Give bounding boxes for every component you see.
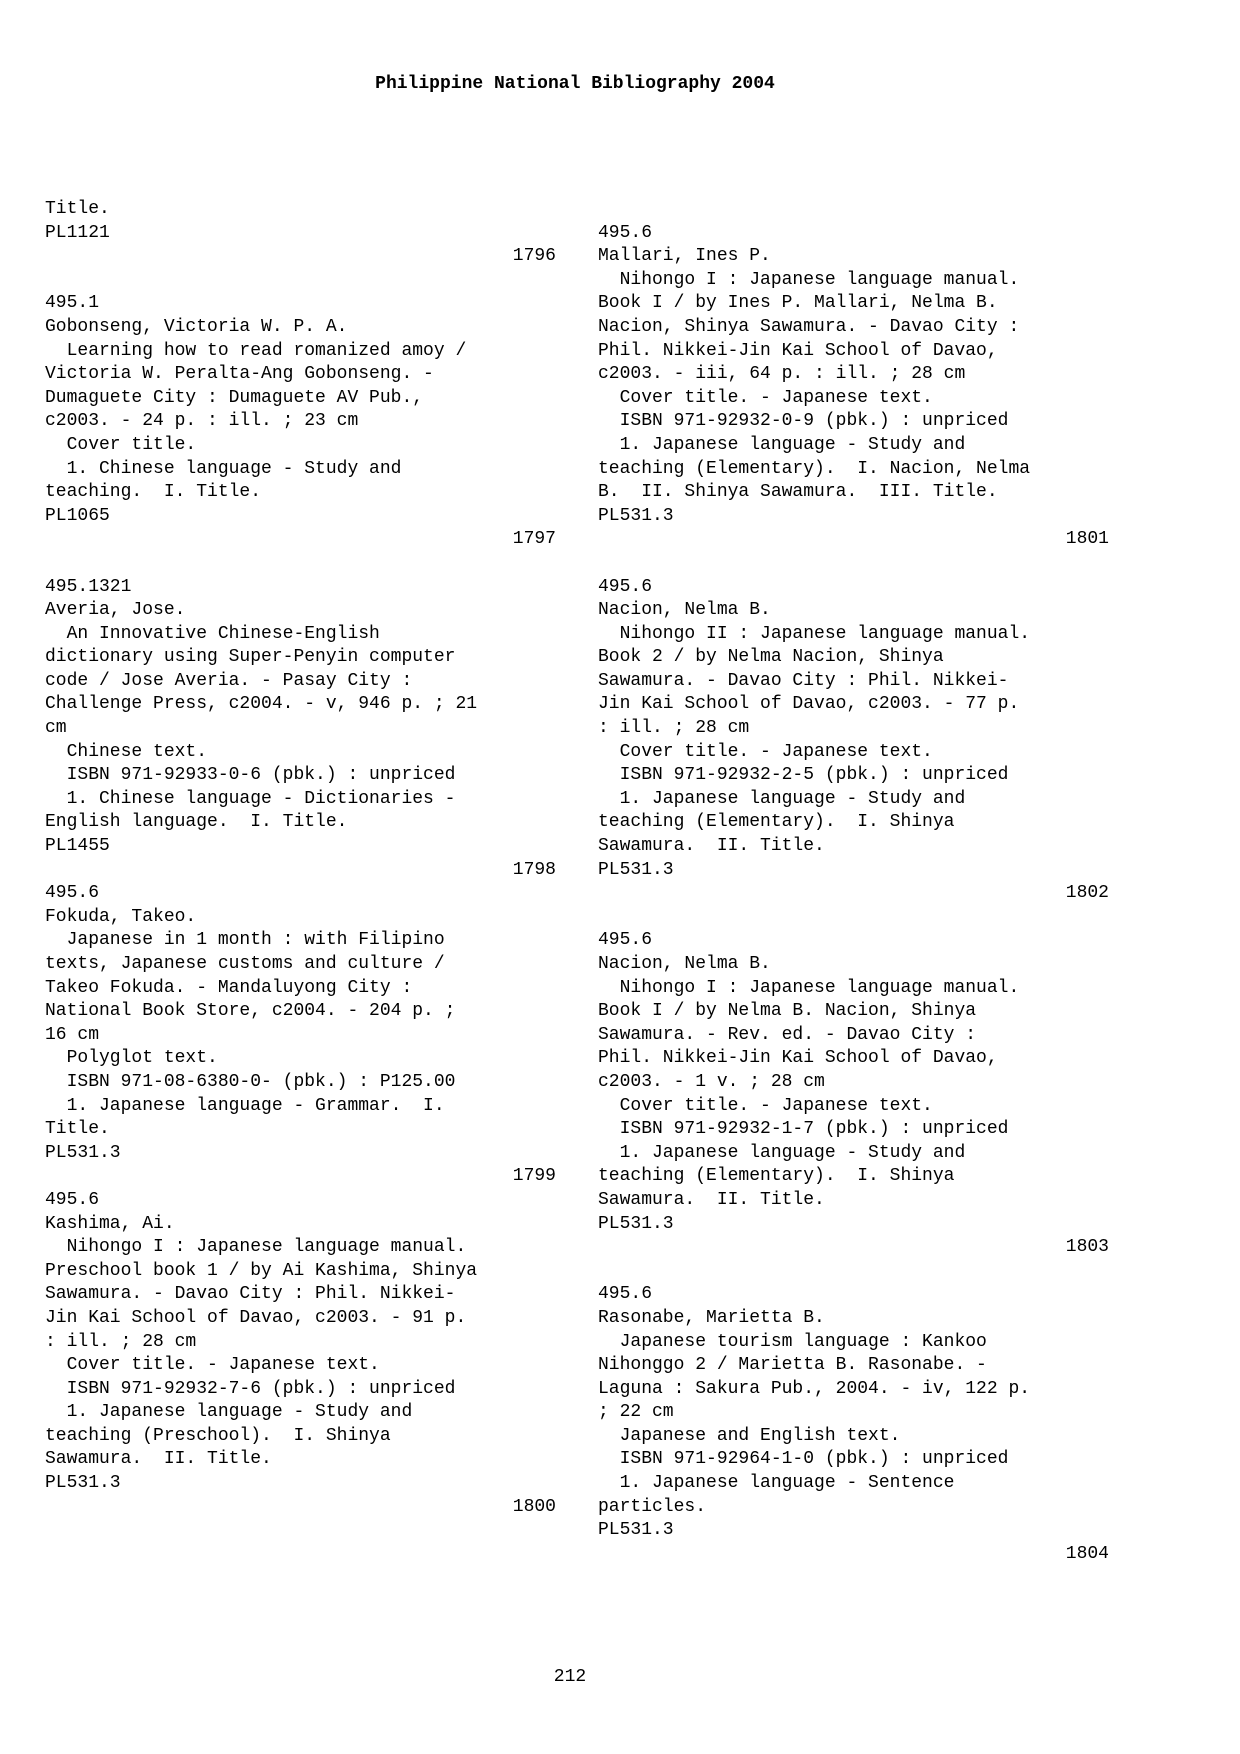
entry-line: PL531.3	[598, 859, 674, 880]
entry-number: 1801	[1065, 529, 1109, 550]
entry-line: Sawamura. II. Title.	[45, 1449, 272, 1470]
entry-line: Cover title. - Japanese text.	[598, 387, 933, 408]
entry-line: 495.6	[45, 1189, 100, 1210]
entry-line: National Book Store, c2004. - 204 p. ;	[45, 1001, 456, 1022]
entry-line: 1. Japanese language - Study and	[598, 1142, 966, 1163]
entry-number: 1803	[1065, 1237, 1109, 1258]
entry-line: ISBN 971-92964-1-0 (pbk.) : unpriced	[598, 1449, 1009, 1470]
right-column	[598, 198, 1118, 1566]
entry-number: 1800	[512, 1496, 556, 1517]
entry-line	[598, 1260, 1118, 1284]
entry-line: 1. Japanese language - Study and	[45, 1402, 413, 1423]
entry-line: Phil. Nikkei-Jin Kai School of Davao,	[598, 340, 998, 361]
entry-line: B. II. Shinya Sawamura. III. Title.	[598, 482, 998, 503]
entry-line: Nihonggo 2 / Marietta B. Rasonabe. -	[598, 1355, 987, 1376]
entry-line: Cover title. - Japanese text.	[45, 1355, 380, 1376]
entry-line: Dumaguete City : Dumaguete AV Pub.,	[45, 387, 424, 408]
entry-line: c2003. - 24 p. : ill. ; 23 cm	[45, 411, 359, 432]
page-title: Philippine National Bibliography 2004	[375, 74, 775, 94]
entry-line: Japanese tourism language : Kankoo	[598, 1331, 987, 1352]
entry-line: Nihongo I : Japanese language manual.	[45, 1237, 467, 1258]
entry-line: Nacion, Nelma B.	[598, 954, 771, 974]
entry-line: 1. Chinese language - Dictionaries -	[45, 788, 456, 809]
entry-line: Japanese and English text.	[598, 1425, 901, 1446]
entry-line: teaching. I. Title.	[45, 482, 262, 503]
entry-line: texts, Japanese customs and culture /	[45, 954, 445, 974]
entry-number: 1797	[512, 529, 556, 550]
entry-line: 16 cm	[45, 1024, 100, 1045]
entry-line: 1. Japanese language - Grammar. I.	[45, 1095, 445, 1116]
entry-line: Learning how to read romanized amoy /	[45, 340, 467, 361]
entry-line: 495.6	[598, 576, 653, 597]
entry-line: 495.6	[45, 883, 100, 904]
entry-number: 1798	[512, 859, 556, 880]
entry-line: Nacion, Shinya Sawamura. - Davao City :	[598, 316, 1020, 337]
entry-line: Challenge Press, c2004. - v, 946 p. ; 21	[45, 694, 478, 715]
entry-number: 1802	[1065, 883, 1109, 904]
entry-line: Nihongo I : Japanese language manual.	[598, 977, 1020, 998]
entry-line: Cover title. - Japanese text.	[598, 1095, 933, 1116]
entry-line: 495.6	[598, 930, 653, 951]
entry-line: Polyglot text.	[45, 1048, 218, 1069]
entry-line: Gobonseng, Victoria W. P. A.	[45, 316, 348, 337]
entry-line: c2003. - 1 v. ; 28 cm	[598, 1071, 825, 1092]
entry-line: : ill. ; 28 cm	[45, 1331, 197, 1352]
entry-line: dictionary using Super-Penyin computer	[45, 647, 456, 668]
entry-line: PL531.3	[45, 1473, 121, 1494]
entry-line: Sawamura. II. Title.	[598, 1189, 825, 1210]
entry-line: 1. Chinese language - Study and	[45, 458, 402, 479]
page-number: 212	[553, 1667, 587, 1687]
entry-line: 1. Japanese language - Study and	[598, 788, 966, 809]
entry-line: cm	[45, 718, 67, 739]
entry-line: PL531.3	[598, 1213, 674, 1234]
entry-line: Averia, Jose.	[45, 600, 186, 621]
entry-line: Japanese in 1 month : with Filipino	[45, 930, 445, 951]
entry-line: ISBN 971-92932-7-6 (pbk.) : unpriced	[45, 1378, 456, 1399]
entry-line: teaching (Elementary). I. Nacion, Nelma	[598, 458, 1031, 479]
entry-line: Nihongo I : Japanese language manual.	[598, 269, 1020, 290]
entry-line: code / Jose Averia. - Pasay City :	[45, 670, 413, 691]
entry-line: Jin Kai School of Davao, c2003. - 77 p.	[598, 694, 1020, 715]
entry-line: teaching (Elementary). I. Shinya	[598, 812, 955, 833]
entry-line: ISBN 971-92932-2-5 (pbk.) : unpriced	[598, 765, 1009, 786]
entry-line: Sawamura. - Rev. ed. - Davao City :	[598, 1024, 977, 1045]
entry-line: particles.	[598, 1496, 707, 1517]
entry-line: ISBN 971-92932-0-9 (pbk.) : unpriced	[598, 411, 1009, 432]
entry-line: Victoria W. Peralta-Ang Gobonseng. -	[45, 364, 434, 385]
entry-line: Laguna : Sakura Pub., 2004. - iv, 122 p.	[598, 1378, 1031, 1399]
entry-line: : ill. ; 28 cm	[598, 718, 750, 739]
entry-line: 495.1321	[45, 576, 132, 597]
entry-line: 1. Japanese language - Sentence	[598, 1473, 955, 1494]
entry-line: c2003. - iii, 64 p. : ill. ; 28 cm	[598, 364, 966, 385]
entry-line: 495.1	[45, 293, 100, 314]
entry-line: teaching (Preschool). I. Shinya	[45, 1425, 391, 1446]
entry-line: An Innovative Chinese-English	[45, 623, 380, 644]
entry-line	[598, 906, 1118, 930]
entry-line	[598, 198, 1118, 222]
entry-line: PL531.3	[598, 505, 674, 526]
entry-line: Preschool book 1 / by Ai Kashima, Shinya	[45, 1260, 478, 1281]
entry-line: Sawamura. II. Title.	[598, 836, 825, 857]
entry-line: English language. I. Title.	[45, 812, 348, 833]
entry-line: Book 2 / by Nelma Nacion, Shinya	[598, 647, 944, 668]
entry-line	[45, 552, 565, 576]
entry-line: ; 22 cm	[598, 1402, 674, 1423]
entry-line: 495.6	[598, 222, 653, 243]
entry-line: Kashima, Ai.	[45, 1213, 175, 1234]
entry-line: Fokuda, Takeo.	[45, 906, 197, 927]
entry-line: Title.	[45, 199, 110, 219]
entry-line: Rasonabe, Marietta B.	[598, 1307, 825, 1328]
entry-number: 1796	[512, 246, 556, 267]
entry-line: PL531.3	[45, 1142, 121, 1163]
entry-line: PL1121	[45, 222, 110, 243]
entry-line: Sawamura. - Davao City : Phil. Nikkei-	[598, 670, 1009, 691]
entry-line: Phil. Nikkei-Jin Kai School of Davao,	[598, 1048, 998, 1069]
entry-line: Mallari, Ines P.	[598, 246, 771, 267]
entry-line: Book I / by Ines P. Mallari, Nelma B.	[598, 293, 998, 314]
entry-line: PL1065	[45, 505, 110, 526]
entry-line	[45, 269, 565, 293]
entry-line: ISBN 971-92933-0-6 (pbk.) : unpriced	[45, 765, 456, 786]
entry-line: 1. Japanese language - Study and	[598, 434, 966, 455]
entry-line: Book I / by Nelma B. Nacion, Shinya	[598, 1001, 977, 1022]
left-column	[45, 198, 565, 1519]
entry-line: PL531.3	[598, 1520, 674, 1541]
entry-line: Takeo Fokuda. - Mandaluyong City :	[45, 977, 413, 998]
entry-line: Nihongo II : Japanese language manual.	[598, 623, 1031, 644]
entry-line: Cover title.	[45, 434, 197, 455]
entry-number: 1804	[1065, 1543, 1109, 1564]
entry-line: Sawamura. - Davao City : Phil. Nikkei-	[45, 1284, 456, 1305]
entry-line: Nacion, Nelma B.	[598, 600, 771, 621]
entry-line: Cover title. - Japanese text.	[598, 741, 933, 762]
entry-line: teaching (Elementary). I. Shinya	[598, 1166, 955, 1187]
entry-number: 1799	[512, 1166, 556, 1187]
entry-line: ISBN 971-92932-1-7 (pbk.) : unpriced	[598, 1119, 1009, 1140]
entry-line: 495.6	[598, 1284, 653, 1305]
entry-line: PL1455	[45, 836, 110, 857]
entry-line: ISBN 971-08-6380-0- (pbk.) : P125.00	[45, 1071, 456, 1092]
entry-line	[598, 552, 1118, 576]
entry-line: Title.	[45, 1119, 110, 1140]
entry-line: Jin Kai School of Davao, c2003. - 91 p.	[45, 1307, 467, 1328]
entry-line: Chinese text.	[45, 741, 208, 762]
